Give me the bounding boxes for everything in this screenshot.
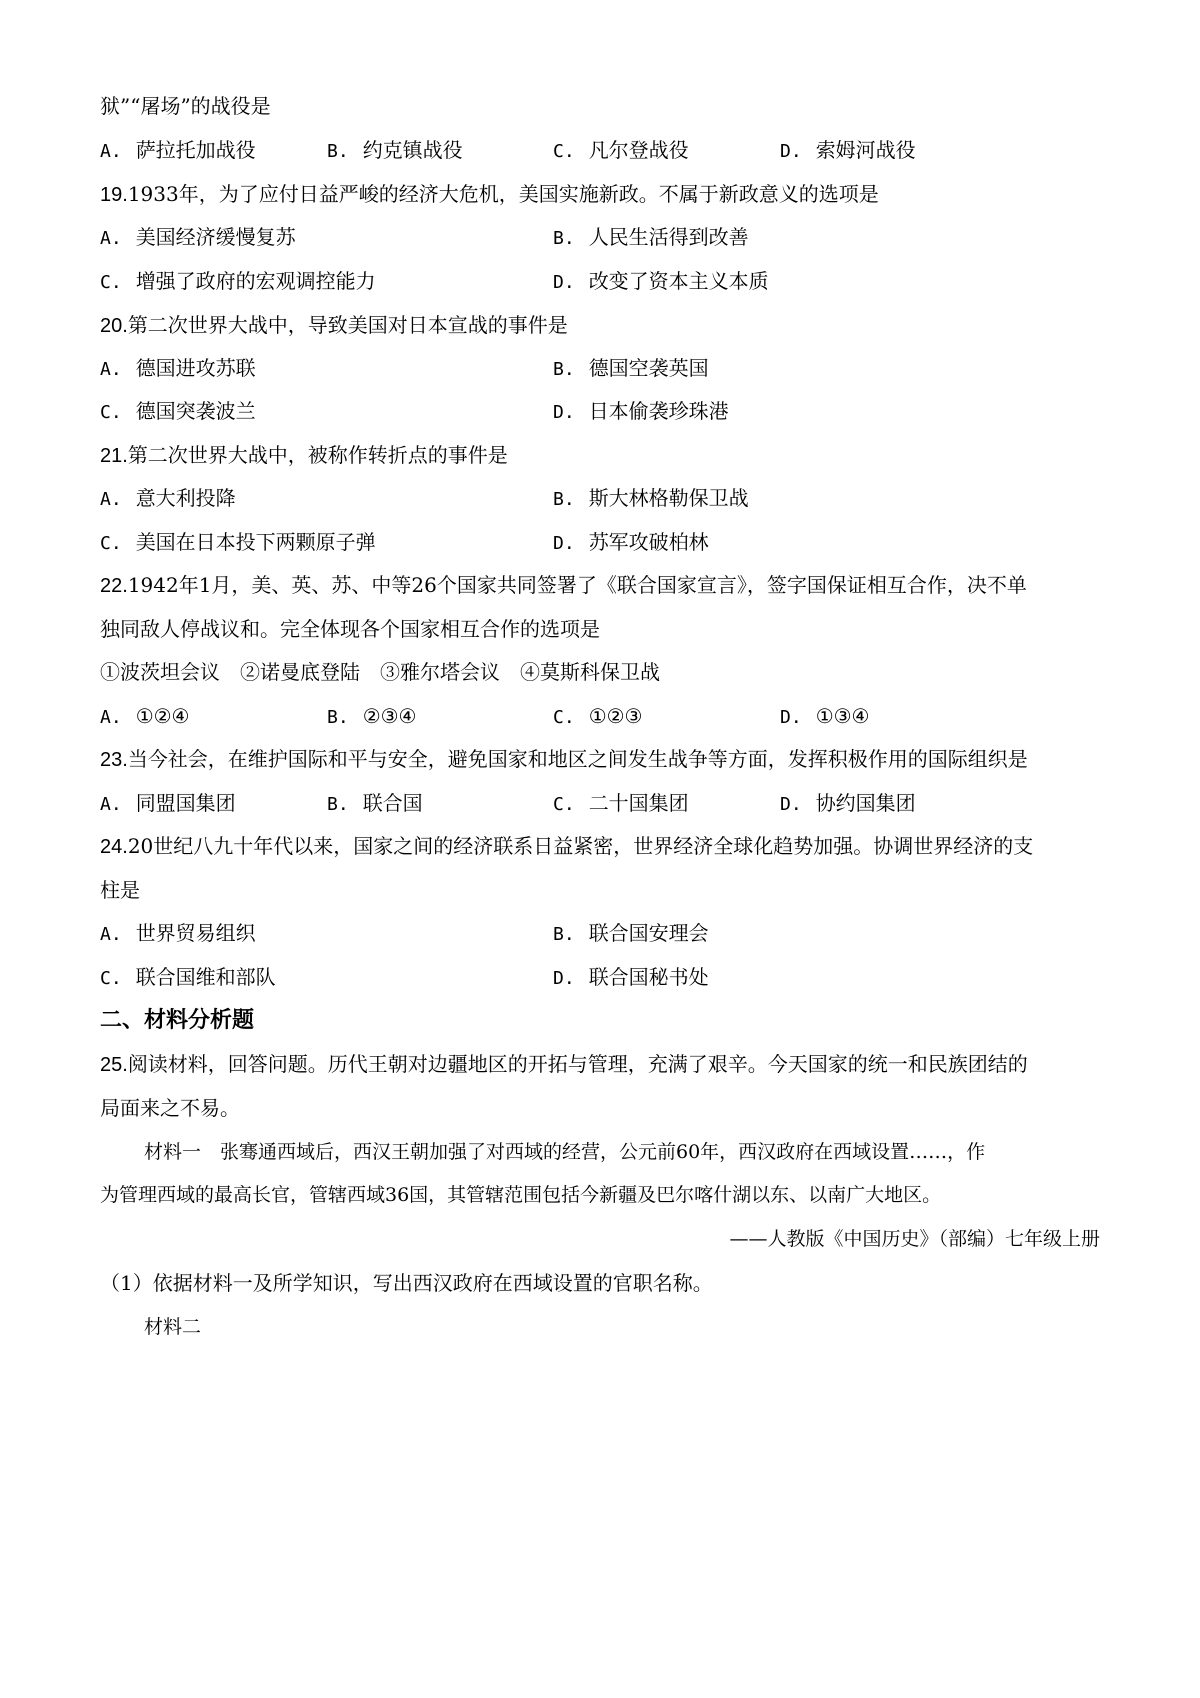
- question-text: 第二次世界大战中，被称作转折点的事件是: [127, 443, 508, 467]
- option-letter: C.: [100, 402, 122, 423]
- option-letter: D.: [553, 402, 575, 423]
- q18-option-b: [327, 138, 463, 164]
- question-number: 24.: [100, 836, 128, 858]
- q19-option-a: [100, 225, 296, 251]
- q20-option-c: [100, 399, 256, 425]
- q22-option-d: [780, 704, 869, 730]
- option-text: 世界贸易组织: [135, 921, 256, 945]
- q21-stem: [100, 443, 508, 468]
- option-text: 联合国安理会: [588, 921, 709, 945]
- q22-stem-line2: 独同敌人停战议和。完全体现各个国家相互合作的选项是: [100, 617, 600, 641]
- option-letter: A.: [100, 924, 122, 945]
- question-text: 1942年1月，美、英、苏、中等26个国家共同签署了《联合国家宣言》，签字国保证相互合作，决不单: [127, 573, 1027, 597]
- option-letter: D.: [553, 533, 575, 554]
- q25-stem-line2: 局面来之不易。: [100, 1096, 240, 1120]
- question-text: 20世纪八九十年代以来，国家之间的经济联系日益紧密，世界经济全球化趋势加强。协调世界经济的支: [127, 834, 1034, 858]
- question-number: 19.: [100, 184, 128, 206]
- section-title: 二、材料分析题: [100, 1008, 255, 1033]
- option-text: 人民生活得到改善: [588, 225, 749, 249]
- option-text: 联合国秘书处: [588, 965, 709, 989]
- option-letter: D.: [553, 968, 575, 989]
- q22-items: ①波茨坦会议 ②诺曼底登陆 ③雅尔塔会议 ④莫斯科保卫战: [100, 660, 660, 684]
- option-letter: C.: [553, 141, 575, 162]
- question-text: 阅读材料，回答问题。历代王朝对边疆地区的开拓与管理，充满了艰辛。今天国家的统一和民族团结的: [127, 1052, 1028, 1076]
- option-letter: B.: [553, 359, 575, 380]
- q20-option-a: [100, 356, 256, 382]
- q24-option-b: [553, 921, 709, 947]
- q23-option-d: [780, 791, 916, 817]
- option-letter: A.: [100, 707, 122, 728]
- q22-option-a: [100, 704, 189, 730]
- option-letter: B.: [327, 707, 349, 728]
- option-letter: B.: [553, 228, 575, 249]
- q20-option-b: [553, 356, 709, 382]
- option-text: ①③④: [815, 704, 870, 728]
- q21-option-a: [100, 486, 236, 512]
- option-letter: D.: [780, 141, 802, 162]
- material-source: ——人教版《中国历史》（部编）七年级上册: [729, 1228, 1100, 1250]
- material1-line2: 为管理西域的最高长官，管辖西域36国，其管辖范围包括今新疆及巴尔喀什湖以东、以南广大地区。: [100, 1184, 942, 1206]
- q22-option-c: [553, 704, 642, 730]
- q25-sub-question-1: （1）依据材料一及所学知识，写出西汉政府在西域设置的官职名称。: [100, 1271, 713, 1295]
- option-letter: D.: [553, 272, 575, 293]
- question-number: 25.: [100, 1054, 128, 1076]
- option-letter: C.: [100, 272, 122, 293]
- q22-option-b: [327, 704, 416, 730]
- option-letter: A.: [100, 141, 122, 162]
- material1-line1: 材料一 张骞通西域后，西汉王朝加强了对西域的经营，公元前60年，西汉政府在西域设置……，作: [144, 1141, 986, 1163]
- option-letter: A.: [100, 794, 122, 815]
- material2-label: 材料二: [144, 1316, 202, 1338]
- option-text: ①②③: [588, 704, 643, 728]
- q24-stem-line2: 柱是: [100, 878, 140, 902]
- option-letter: B.: [327, 794, 349, 815]
- option-text: 意大利投降: [135, 486, 236, 510]
- option-text: 联合国维和部队: [135, 965, 276, 989]
- question-number: 23.: [100, 749, 128, 771]
- option-letter: B.: [327, 141, 349, 162]
- option-text: 联合国: [362, 791, 423, 815]
- question-number: 21.: [100, 445, 128, 467]
- option-text: ②③④: [362, 704, 417, 728]
- option-letter: A.: [100, 359, 122, 380]
- question-text: 1933年，为了应付日益严峻的经济大危机，美国实施新政。不属于新政意义的选项是: [127, 182, 879, 206]
- q25-stem-line1: [100, 1052, 1028, 1077]
- q23-stem: [100, 747, 1028, 772]
- question-number: 20.: [100, 315, 128, 337]
- q21-option-d: [553, 530, 709, 556]
- option-text: 萨拉托加战役: [135, 138, 256, 162]
- q18-option-c: [553, 138, 689, 164]
- q23-option-c: [553, 791, 689, 817]
- option-text: ①②④: [135, 704, 190, 728]
- option-letter: A.: [100, 489, 122, 510]
- q24-option-a: [100, 921, 256, 947]
- q23-option-b: [327, 791, 423, 817]
- option-letter: C.: [100, 533, 122, 554]
- option-letter: C.: [100, 968, 122, 989]
- option-text: 苏军攻破柏林: [588, 530, 709, 554]
- q18-stem-tail: 狱”“屠场”的战役是: [100, 94, 271, 118]
- option-text: 凡尔登战役: [588, 138, 689, 162]
- option-text: 德国突袭波兰: [135, 399, 256, 423]
- option-text: 协约国集团: [815, 791, 916, 815]
- q24-stem-line1: [100, 834, 1033, 859]
- q19-option-b: [553, 225, 749, 251]
- option-letter: D.: [780, 794, 802, 815]
- option-letter: D.: [780, 707, 802, 728]
- option-text: 二十国集团: [588, 791, 689, 815]
- option-letter: A.: [100, 228, 122, 249]
- question-number: 22.: [100, 575, 128, 597]
- option-text: 改变了资本主义本质: [588, 269, 769, 293]
- option-text: 斯大林格勒保卫战: [588, 486, 749, 510]
- q21-option-c: [100, 530, 376, 556]
- option-text: 增强了政府的宏观调控能力: [135, 269, 376, 293]
- option-letter: B.: [553, 489, 575, 510]
- option-letter: B.: [553, 924, 575, 945]
- q19-stem: [100, 182, 879, 207]
- q18-option-a: [100, 138, 256, 164]
- q21-option-b: [553, 486, 749, 512]
- option-text: 德国空袭英国: [588, 356, 709, 380]
- q20-option-d: [553, 399, 729, 425]
- q19-option-c: [100, 269, 376, 295]
- option-text: 同盟国集团: [135, 791, 236, 815]
- q23-option-a: [100, 791, 236, 817]
- option-text: 日本偷袭珍珠港: [588, 399, 729, 423]
- option-letter: C.: [553, 794, 575, 815]
- q24-option-d: [553, 965, 709, 991]
- q22-stem-line1: [100, 573, 1027, 598]
- option-text: 美国在日本投下两颗原子弹: [135, 530, 376, 554]
- question-text: 第二次世界大战中，导致美国对日本宣战的事件是: [127, 313, 568, 337]
- option-letter: C.: [553, 707, 575, 728]
- option-text: 德国进攻苏联: [135, 356, 256, 380]
- q18-option-d: [780, 138, 916, 164]
- question-text: 当今社会，在维护国际和平与安全，避免国家和地区之间发生战争等方面，发挥积极作用的国际组织是: [127, 747, 1028, 771]
- q24-option-c: [100, 965, 276, 991]
- option-text: 约克镇战役: [362, 138, 463, 162]
- option-text: 索姆河战役: [815, 138, 916, 162]
- q20-stem: [100, 313, 568, 338]
- option-text: 美国经济缓慢复苏: [135, 225, 296, 249]
- q19-option-d: [553, 269, 769, 295]
